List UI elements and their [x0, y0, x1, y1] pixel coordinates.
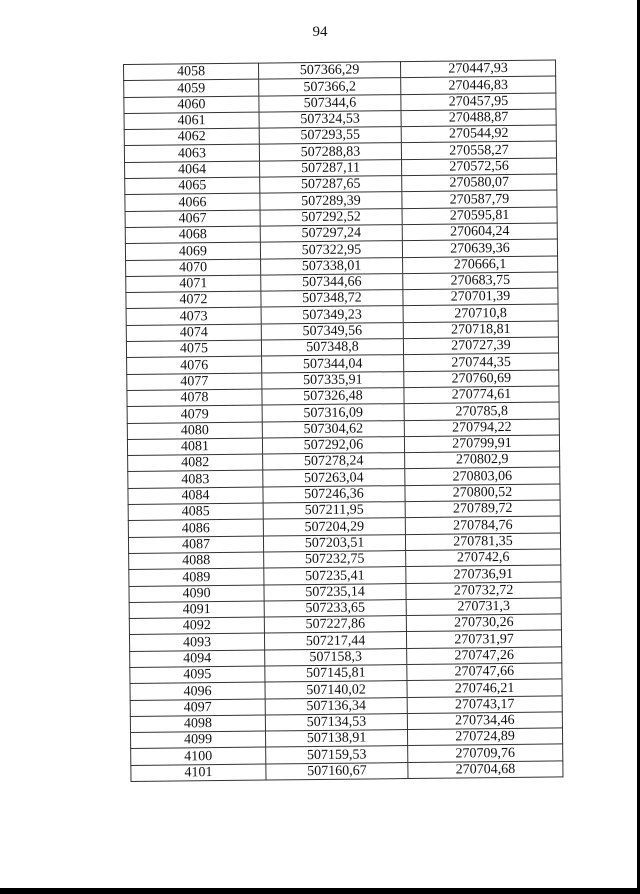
point-number-cell: 4090 — [129, 585, 264, 603]
y-coordinate-cell: 270742,6 — [406, 549, 561, 567]
point-number-cell: 4059 — [124, 79, 259, 97]
point-number-cell: 4067 — [125, 210, 260, 228]
y-coordinate-cell: 270747,26 — [407, 647, 562, 665]
x-coordinate-cell: 507158,3 — [265, 648, 407, 666]
point-number-cell: 4064 — [125, 161, 260, 179]
point-number-cell: 4075 — [126, 340, 261, 358]
x-coordinate-cell: 507204,29 — [263, 518, 405, 536]
y-coordinate-cell: 270794,22 — [404, 418, 559, 436]
y-coordinate-cell: 270666,1 — [403, 256, 558, 274]
y-coordinate-cell: 270710,8 — [403, 304, 558, 322]
point-number-cell: 4081 — [127, 438, 262, 456]
x-coordinate-cell: 507348,8 — [261, 339, 403, 357]
point-number-cell: 4073 — [126, 308, 261, 326]
x-coordinate-cell: 507326,48 — [262, 388, 404, 406]
point-number-cell: 4088 — [129, 552, 264, 570]
y-coordinate-cell: 270572,56 — [402, 158, 557, 176]
x-coordinate-cell: 507366,2 — [259, 78, 401, 96]
y-coordinate-cell: 270724,89 — [407, 728, 562, 746]
x-coordinate-cell: 507211,95 — [263, 502, 405, 520]
x-coordinate-cell: 507297,24 — [260, 225, 402, 243]
x-coordinate-cell: 507278,24 — [263, 453, 405, 471]
scan-edge-bottom — [0, 888, 640, 894]
point-number-cell: 4080 — [127, 422, 262, 440]
x-coordinate-cell: 507344,66 — [261, 273, 403, 291]
y-coordinate-cell: 270731,97 — [406, 630, 561, 648]
x-coordinate-cell: 507203,51 — [263, 534, 405, 552]
x-coordinate-cell: 507235,14 — [264, 583, 406, 601]
point-number-cell: 4101 — [131, 764, 266, 782]
y-coordinate-cell: 270731,3 — [406, 598, 561, 616]
y-coordinate-cell: 270580,07 — [402, 174, 557, 192]
y-coordinate-cell: 270743,17 — [407, 696, 562, 714]
coordinates-table — [123, 59, 563, 782]
point-number-cell: 4094 — [130, 650, 265, 668]
point-number-cell: 4083 — [128, 470, 263, 488]
y-coordinate-cell: 270734,46 — [407, 712, 562, 730]
x-coordinate-cell: 507293,55 — [259, 127, 401, 145]
y-coordinate-cell: 270446,83 — [401, 76, 556, 94]
x-coordinate-cell: 507263,04 — [263, 469, 405, 487]
y-coordinate-cell: 270544,92 — [401, 125, 556, 143]
y-coordinate-cell: 270709,76 — [408, 744, 563, 762]
point-number-cell: 4068 — [125, 226, 260, 244]
x-coordinate-cell: 507335,91 — [262, 371, 404, 389]
x-coordinate-cell: 507324,53 — [259, 110, 401, 128]
x-coordinate-cell: 507246,36 — [263, 485, 405, 503]
y-coordinate-cell: 270558,27 — [401, 141, 556, 159]
x-coordinate-cell: 507288,83 — [259, 143, 401, 161]
point-number-cell: 4060 — [124, 96, 259, 114]
point-number-cell: 4078 — [127, 389, 262, 407]
y-coordinate-cell: 270457,95 — [401, 93, 556, 111]
point-number-cell: 4072 — [126, 291, 261, 309]
point-number-cell: 4098 — [130, 715, 265, 733]
y-coordinate-cell: 270727,39 — [403, 337, 558, 355]
y-coordinate-cell: 270799,91 — [404, 435, 559, 453]
x-coordinate-cell: 507287,65 — [260, 176, 402, 194]
y-coordinate-cell: 270802,9 — [405, 451, 560, 469]
point-number-cell: 4092 — [129, 617, 264, 635]
point-number-cell: 4085 — [128, 503, 263, 521]
y-coordinate-cell: 270760,69 — [404, 370, 559, 388]
x-coordinate-cell: 507160,67 — [266, 762, 408, 780]
y-coordinate-cell: 270587,79 — [402, 190, 557, 208]
x-coordinate-cell: 507322,95 — [260, 241, 402, 259]
point-number-cell: 4099 — [131, 731, 266, 749]
x-coordinate-cell: 507227,86 — [264, 616, 406, 634]
point-number-cell: 4079 — [127, 405, 262, 423]
x-coordinate-cell: 507349,23 — [261, 306, 403, 324]
x-coordinate-cell: 507138,91 — [265, 730, 407, 748]
point-number-cell: 4087 — [128, 536, 263, 554]
y-coordinate-cell: 270701,39 — [403, 288, 558, 306]
point-number-cell: 4091 — [129, 601, 264, 619]
y-coordinate-cell: 270800,52 — [405, 484, 560, 502]
x-coordinate-cell: 507159,53 — [266, 746, 408, 764]
page-number: 94 — [312, 24, 328, 40]
x-coordinate-cell: 507344,04 — [262, 355, 404, 373]
x-coordinate-cell: 507233,65 — [264, 599, 406, 617]
y-coordinate-cell: 270704,68 — [408, 761, 563, 779]
point-number-cell: 4093 — [129, 633, 264, 651]
point-number-cell: 4074 — [126, 324, 261, 342]
coordinates-table-body — [124, 60, 563, 782]
y-coordinate-cell: 270789,72 — [405, 500, 560, 518]
point-number-cell: 4071 — [126, 275, 261, 293]
x-coordinate-cell: 507304,62 — [262, 420, 404, 438]
x-coordinate-cell: 507338,01 — [261, 257, 403, 275]
point-number-cell: 4097 — [130, 699, 265, 717]
y-coordinate-cell: 270683,75 — [403, 272, 558, 290]
x-coordinate-cell: 507316,09 — [262, 404, 404, 422]
x-coordinate-cell: 507366,29 — [258, 62, 400, 80]
y-coordinate-cell: 270785,8 — [404, 402, 559, 420]
point-number-cell: 4084 — [128, 487, 263, 505]
point-number-cell: 4077 — [127, 373, 262, 391]
point-number-cell: 4065 — [125, 177, 260, 195]
x-coordinate-cell: 507292,06 — [262, 436, 404, 454]
point-number-cell: 4066 — [125, 193, 260, 211]
y-coordinate-cell: 270718,81 — [403, 321, 558, 339]
x-coordinate-cell: 507136,34 — [265, 697, 407, 715]
point-number-cell: 4096 — [130, 682, 265, 700]
point-number-cell: 4070 — [126, 259, 261, 277]
point-number-cell: 4069 — [125, 242, 260, 260]
y-coordinate-cell: 270803,06 — [405, 467, 560, 485]
y-coordinate-cell: 270746,21 — [407, 679, 562, 697]
x-coordinate-cell: 507349,56 — [261, 322, 403, 340]
x-coordinate-cell: 507235,41 — [264, 567, 406, 585]
point-number-cell: 4058 — [124, 63, 259, 81]
x-coordinate-cell: 507289,39 — [260, 192, 402, 210]
y-coordinate-cell: 270781,35 — [405, 533, 560, 551]
y-coordinate-cell: 270730,26 — [406, 614, 561, 632]
y-coordinate-cell: 270744,35 — [404, 353, 559, 371]
point-number-cell: 4076 — [127, 356, 262, 374]
x-coordinate-cell: 507348,72 — [261, 290, 403, 308]
y-coordinate-cell: 270595,81 — [402, 207, 557, 225]
point-number-cell: 4061 — [124, 112, 259, 130]
point-number-cell: 4086 — [128, 519, 263, 537]
point-number-cell: 4063 — [124, 145, 259, 163]
y-coordinate-cell: 270747,66 — [407, 663, 562, 681]
point-number-cell: 4100 — [131, 748, 266, 766]
point-number-cell: 4062 — [124, 128, 259, 146]
point-number-cell: 4095 — [130, 666, 265, 684]
x-coordinate-cell: 507140,02 — [265, 681, 407, 699]
x-coordinate-cell: 507134,53 — [265, 713, 407, 731]
y-coordinate-cell: 270774,61 — [404, 386, 559, 404]
point-number-cell: 4082 — [128, 454, 263, 472]
point-number-cell: 4089 — [129, 568, 264, 586]
y-coordinate-cell: 270732,72 — [406, 581, 561, 599]
x-coordinate-cell: 507292,52 — [260, 208, 402, 226]
x-coordinate-cell: 507232,75 — [264, 550, 406, 568]
x-coordinate-cell: 507287,11 — [260, 159, 402, 177]
y-coordinate-cell: 270784,76 — [405, 516, 560, 534]
y-coordinate-cell: 270604,24 — [402, 223, 557, 241]
x-coordinate-cell: 507344,6 — [259, 94, 401, 112]
x-coordinate-cell: 507217,44 — [264, 632, 406, 650]
y-coordinate-cell: 270736,91 — [406, 565, 561, 583]
y-coordinate-cell: 270447,93 — [400, 60, 555, 78]
x-coordinate-cell: 507145,81 — [265, 665, 407, 683]
y-coordinate-cell: 270639,36 — [402, 239, 557, 257]
y-coordinate-cell: 270488,87 — [401, 109, 556, 127]
